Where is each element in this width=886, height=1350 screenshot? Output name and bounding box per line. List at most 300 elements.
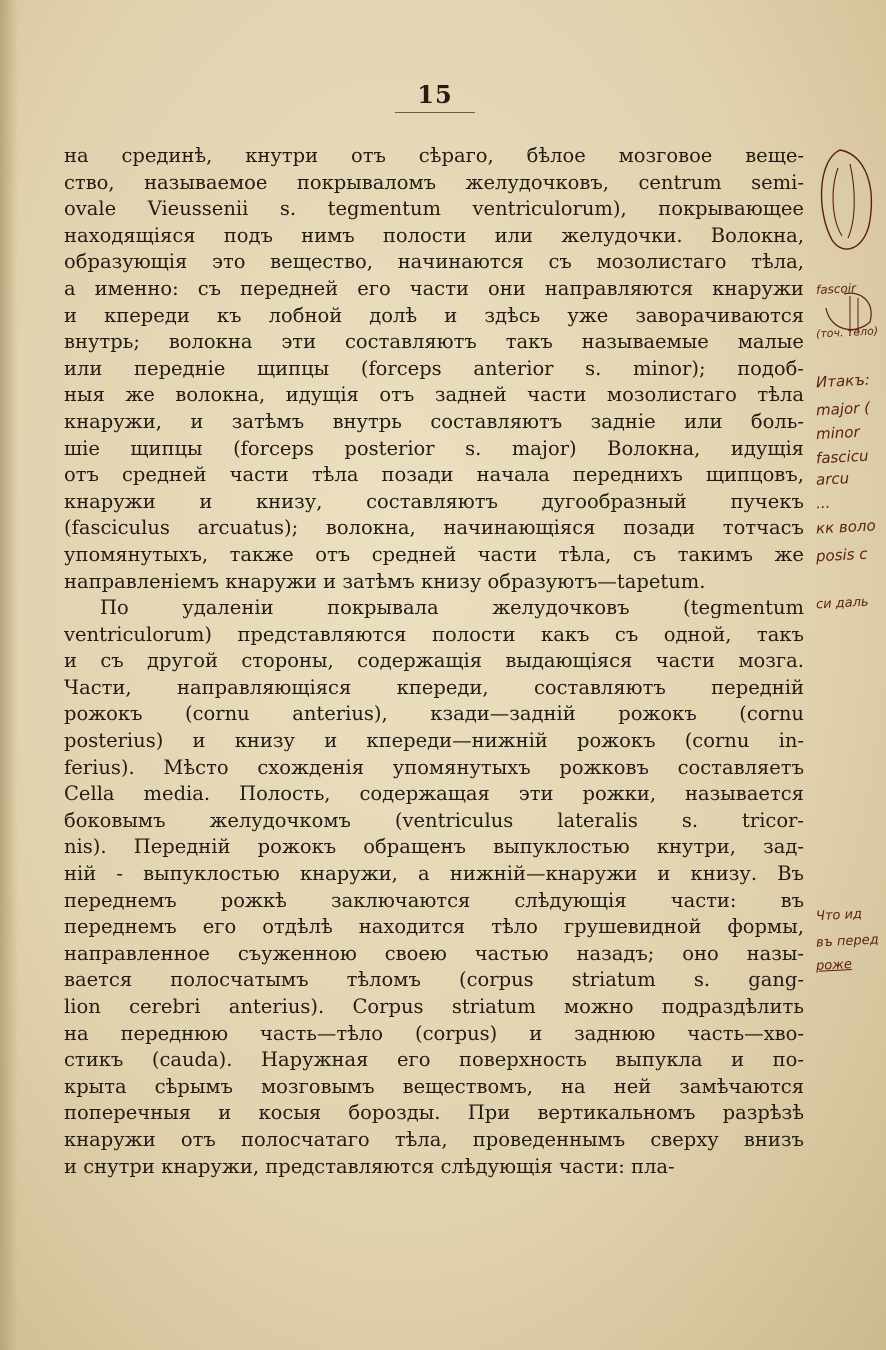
text-word: части: (670, 888, 737, 912)
text-word: къ (216, 303, 242, 327)
text-word: они (488, 276, 526, 300)
text-word: желудочки. (561, 223, 683, 247)
text-word: другой (147, 649, 218, 673)
text-line (64, 1047, 804, 1074)
text-line (64, 755, 804, 782)
text-word: называемые (581, 330, 709, 354)
text-word: пла- (631, 1154, 675, 1178)
text-word: полосчатаго (240, 1127, 370, 1151)
text-word: lateralis (557, 808, 638, 832)
text-word: тотчасъ (722, 516, 804, 540)
text-word: внизъ (743, 1127, 804, 1151)
text-word: s. (681, 808, 699, 832)
text-word: уже (567, 303, 609, 327)
text-word: содержащія (357, 649, 482, 673)
text-word: отъ (315, 542, 351, 566)
text-word: внутрь; (64, 330, 140, 354)
text-word: стикъ (64, 1048, 124, 1072)
text-line (64, 462, 804, 489)
text-word: и (64, 1154, 77, 1178)
text-word: тѣломъ (346, 968, 421, 992)
margin-note: Что ид (815, 906, 863, 925)
text-line (64, 1100, 804, 1127)
text-line (64, 1021, 804, 1048)
text-word: кнаружи (64, 1127, 156, 1151)
text-word: (cornu (684, 729, 750, 753)
text-word: кнаружи, (64, 409, 162, 433)
text-word: волокна (168, 330, 253, 354)
text-word: затѣмъ (231, 409, 305, 433)
text-word: выдающіяся (505, 649, 633, 673)
text-word: срединѣ, (121, 144, 213, 167)
text-word: gang- (748, 968, 804, 992)
text-line (64, 808, 804, 835)
text-word: щипцы (257, 356, 330, 380)
text-word: выпуклостью (143, 862, 280, 886)
text-line (64, 249, 804, 276)
text-word: s. (279, 197, 297, 221)
text-word: выпукла (615, 1048, 703, 1072)
text-word: ныя (64, 383, 105, 407)
text-word: Vieussenii (147, 197, 249, 221)
margin-note: arcu (815, 469, 850, 489)
text-word: ventriculorum) (64, 622, 212, 646)
text-word: представляются (265, 1154, 435, 1178)
text-word: щипцовъ, (705, 463, 804, 487)
text-word: такимъ (677, 542, 753, 566)
text-word: волокна, (325, 516, 416, 540)
text-word: (forceps (233, 436, 314, 460)
text-word: striatum (571, 968, 656, 992)
text-word: сверху (650, 1127, 719, 1151)
text-line (64, 223, 804, 250)
text-word: кнутри (245, 144, 319, 167)
text-word: затѣмъ (342, 569, 415, 593)
text-word: на (561, 1074, 586, 1098)
text-line (64, 648, 804, 675)
text-word: переднихъ (572, 463, 683, 487)
text-word: книзу (234, 729, 296, 753)
text-word: выпуклостью (493, 835, 630, 859)
text-word: части (477, 542, 537, 566)
text-line (64, 675, 804, 702)
text-word: или (494, 223, 534, 247)
text-word: (corpus) (415, 1021, 498, 1045)
text-word: ventriculorum), (472, 197, 627, 221)
text-word: волокна, (175, 383, 266, 407)
text-word: покрывающее (658, 197, 804, 221)
text-word: находящіяся (64, 223, 196, 247)
text-word: tricor- (742, 808, 804, 832)
text-line (64, 1154, 804, 1181)
text-word: тѣла, (558, 542, 612, 566)
text-word: и (199, 489, 213, 513)
text-word: рожокъ (64, 702, 143, 726)
text-word: тѣла (311, 463, 359, 487)
text-word: проведеннымъ (472, 1127, 626, 1151)
text-word: содержащая (359, 782, 490, 806)
text-word: тѣла (757, 383, 804, 407)
text-word: отъ (351, 144, 386, 167)
text-word: ferius). (64, 755, 135, 779)
text-word: упомянутыхъ, (64, 542, 209, 566)
margin-note: posis c (815, 544, 868, 566)
text-line (64, 196, 804, 223)
text-word: anterius), (292, 702, 388, 726)
text-line (64, 701, 804, 728)
text-word: часть—тѣло (260, 1021, 384, 1045)
text-word: части (229, 463, 289, 487)
text-word: (tegmentum (683, 596, 804, 620)
text-word: s. (465, 436, 482, 460)
text-word: заворачиваются (635, 303, 804, 327)
text-word: называется (685, 782, 804, 806)
text-word: схожденія (257, 755, 365, 779)
text-word: lion (64, 995, 101, 1018)
text-line (64, 914, 804, 941)
text-line (64, 967, 804, 994)
text-word: переднюю (120, 1021, 229, 1045)
text-line (64, 1074, 804, 1101)
text-word: веще- (745, 144, 804, 167)
text-word: его (357, 276, 391, 300)
text-word: части: (558, 1154, 625, 1178)
text-word: Наружная (261, 1048, 369, 1072)
text-word: книзу (421, 569, 482, 593)
text-word: направляются (544, 276, 694, 300)
text-word: заднюю (574, 1021, 656, 1045)
text-word: на (64, 1021, 89, 1045)
text-word: отдѣлѣ (262, 915, 333, 939)
text-word: тѣла, (751, 250, 804, 274)
text-word: полосчатымъ (170, 968, 309, 992)
text-word: съуженною (237, 941, 357, 965)
text-word: лобной (268, 303, 343, 327)
text-line (64, 861, 804, 888)
text-word: оно (682, 941, 719, 965)
text-word: разрѣзѣ (722, 1101, 804, 1125)
text-word: удаленіи (182, 596, 274, 620)
text-word: кнаружи, (299, 862, 398, 886)
text-word: идущія (285, 383, 359, 407)
text-word: мозговымъ (260, 1074, 375, 1098)
text-word: на (64, 144, 89, 167)
text-word: и (192, 729, 206, 753)
text-word: кпереди—нижній (366, 729, 548, 753)
text-word: (cauda). (151, 1048, 233, 1072)
text-word: (corpus (459, 968, 534, 992)
text-word: начинаются (397, 250, 524, 274)
text-word: (cornu (739, 702, 804, 726)
text-word: щипцы (130, 436, 203, 460)
text-word: съ (632, 542, 657, 566)
text-line (64, 382, 804, 409)
text-word: Въ (777, 862, 804, 886)
text-word: рожокъ (257, 835, 337, 859)
margin-note: major ( (815, 398, 871, 420)
text-word: назадъ; (576, 941, 655, 965)
text-word: передней (240, 276, 339, 300)
text-word: cerebri (129, 995, 201, 1018)
text-word: эти (281, 330, 317, 354)
text-word: въ (780, 888, 804, 912)
text-word: здѣсь (484, 303, 541, 327)
text-word: переднемъ (64, 915, 177, 939)
text-word: (cornu (185, 702, 250, 726)
text-word: и (64, 303, 77, 327)
text-word: и (731, 1048, 745, 1072)
text-word: рожокъ (577, 729, 656, 753)
text-word: идущія (730, 436, 804, 460)
text-word: кзади—задній (430, 702, 576, 726)
margin-note: роже (815, 957, 853, 974)
text-word: также (229, 542, 294, 566)
text-word: составляютъ (533, 675, 666, 699)
text-word: отъ (180, 1127, 216, 1151)
text-word: шіе (64, 436, 100, 460)
text-word: какъ (541, 622, 590, 646)
text-word: веществомъ, (402, 1074, 533, 1098)
text-word: направляющіяся (176, 675, 352, 699)
text-word: грушевидной (563, 915, 702, 939)
text-line (64, 994, 804, 1021)
text-word: и (444, 303, 458, 327)
text-word: Полость, (239, 782, 331, 806)
text-word: кнутри, (656, 835, 736, 859)
text-word: кнаружи (712, 276, 804, 300)
text-word: называемое (144, 170, 268, 194)
text-word: При (467, 1101, 511, 1125)
text-word: съ (100, 649, 124, 673)
text-line (64, 303, 804, 330)
text-word: его (397, 1048, 431, 1072)
text-word: отъ (64, 463, 99, 487)
text-line (64, 329, 804, 356)
text-word: образующія (64, 250, 188, 274)
text-word: желудочкомъ (209, 808, 351, 832)
text-word: составляютъ (430, 409, 563, 433)
text-word: тѣла, (394, 1127, 448, 1151)
margin-note: кк воло (815, 516, 877, 538)
text-word: отъ (379, 383, 415, 407)
text-word: (forceps (360, 356, 442, 380)
text-word: стороны, (241, 649, 334, 673)
text-word: именно: (94, 276, 179, 300)
text-word: снутри (83, 1154, 155, 1178)
text-word: Части, (64, 675, 132, 699)
text-word: задней (434, 383, 507, 407)
text-word: подъ (223, 223, 273, 247)
text-word: рожковъ (559, 755, 649, 779)
text-word: ство, (64, 170, 115, 194)
text-word: пучекъ (730, 489, 804, 513)
text-word: nis). (64, 835, 107, 859)
text-word: внутрь (332, 409, 402, 433)
text-word: и (190, 409, 204, 433)
text-word: передній (711, 675, 804, 699)
text-word: эти (518, 782, 554, 806)
text-word: позади (381, 463, 454, 487)
text-word: направленное (64, 941, 210, 965)
text-word: ней (613, 1074, 652, 1098)
text-word: бѣлое (526, 144, 586, 167)
text-word: кнаружи (64, 489, 156, 513)
text-word: образуютъ—tapetum. (487, 569, 706, 593)
text-word: major) (511, 436, 577, 460)
text-word: кпереди, (396, 675, 489, 699)
text-word: съ (614, 622, 639, 646)
margin-note: fascicu (815, 446, 869, 468)
text-word: части (409, 276, 469, 300)
text-word: же (125, 383, 155, 407)
text-word: вещество, (270, 250, 373, 274)
text-word: часть—хво- (687, 1021, 804, 1045)
text-line (64, 356, 804, 383)
text-word: тѣло (491, 915, 538, 939)
text-word: рожкѣ (220, 888, 287, 912)
margin-note: Итакъ: (815, 370, 871, 392)
text-word: частью (474, 941, 549, 965)
text-word: слѣдующія (440, 1154, 553, 1178)
text-word: составляетъ (677, 755, 804, 779)
text-word: По (100, 596, 129, 620)
text-word: s. (693, 968, 711, 992)
text-word: полости (382, 223, 467, 247)
text-word: покрывала (327, 596, 439, 620)
text-word: книзу, (255, 489, 323, 513)
text-word: подоб- (737, 356, 804, 380)
text-line (64, 941, 804, 968)
text-word: anterius). (228, 995, 325, 1018)
text-word: переднемъ (64, 888, 177, 912)
text-word: средней (371, 542, 457, 566)
text-word: дугообразный (541, 489, 687, 513)
handwritten-margin-notes (808, 0, 886, 1350)
text-word: мозга. (738, 649, 804, 673)
text-word: полости (431, 622, 516, 646)
text-word: кнаружи (225, 569, 317, 593)
text-word: мозолистаго (596, 250, 727, 274)
text-line (64, 542, 804, 569)
text-line (64, 489, 804, 516)
margin-note: въ перед (815, 932, 880, 951)
text-word: а (418, 862, 430, 886)
text-line (64, 834, 804, 861)
text-word: направленіемъ (64, 569, 219, 593)
text-word: minor); (633, 356, 706, 380)
text-word: ній (64, 862, 97, 886)
text-word: долѣ (369, 303, 418, 327)
text-word: упомянутыхъ (392, 755, 531, 779)
text-word: in- (778, 729, 804, 753)
text-word: обращенъ (363, 835, 466, 859)
text-word: съ (548, 250, 572, 274)
text-word: назы- (746, 941, 804, 965)
text-word: его (202, 915, 237, 939)
text-line (64, 728, 804, 755)
text-word: боковымъ (64, 808, 166, 832)
text-word: tegmentum (327, 197, 441, 221)
text-line (64, 569, 804, 596)
text-word: s. (585, 356, 602, 380)
text-word: striatum (451, 995, 536, 1018)
text-word: по- (772, 1048, 804, 1072)
text-word: желудочковъ, (465, 170, 610, 194)
text-word: Волокна, (607, 436, 701, 460)
text-word: позади (623, 516, 696, 540)
text-word: anterior (473, 356, 554, 380)
text-word: и (64, 649, 77, 673)
text-word: зад- (763, 835, 804, 859)
text-word: малые (737, 330, 804, 354)
text-word: составляютъ (366, 489, 498, 513)
text-word: части (527, 383, 587, 407)
text-line (64, 781, 804, 808)
text-word: и (657, 862, 671, 886)
text-word: передніе (134, 356, 226, 380)
text-line (64, 170, 804, 197)
text-word: поперечныя (64, 1101, 192, 1125)
text-word: вертикальномъ (537, 1101, 696, 1125)
text-word: posterius) (64, 729, 164, 753)
margin-note: fascoir (815, 280, 857, 298)
text-word: формы, (727, 915, 804, 939)
text-word: своею (384, 941, 447, 965)
text-word: semi- (751, 170, 804, 194)
page-spine-shadow (0, 0, 18, 1350)
text-word: кнаружи, (161, 1154, 260, 1178)
text-word: поверхность (459, 1048, 587, 1072)
margin-note: ... (815, 493, 831, 513)
text-line (64, 436, 804, 463)
text-word: ovale (64, 197, 117, 221)
text-line (64, 409, 804, 436)
text-line (64, 1127, 804, 1154)
text-word: начала (476, 463, 550, 487)
margin-note: minor (815, 422, 861, 444)
text-word: можно (564, 995, 634, 1018)
text-word: представляются (237, 622, 407, 646)
text-word: arcuatus); (197, 516, 299, 540)
page-number-rule (395, 112, 475, 113)
text-word: находится (358, 915, 466, 939)
text-word: вается (64, 968, 133, 992)
text-word: centrum (638, 170, 722, 194)
text-word: такъ (505, 330, 553, 354)
text-word: средней (122, 463, 207, 487)
text-word: сѣраго, (418, 144, 494, 167)
text-word: мозговое (618, 144, 713, 167)
margin-note: си даль (815, 594, 870, 613)
text-word: и (529, 1021, 543, 1045)
text-line (64, 622, 804, 649)
text-line (64, 276, 804, 303)
text-word: замѣчаются (679, 1074, 804, 1098)
text-word: заключаются (330, 888, 471, 912)
text-word: слѣдующія (514, 888, 627, 912)
text-word: задніе (590, 409, 656, 433)
text-word: борозды. (348, 1101, 441, 1125)
text-word: нимъ (301, 223, 355, 247)
text-word: одной, (663, 622, 732, 646)
text-word: Cella (64, 782, 115, 806)
text-word: боль- (750, 409, 804, 433)
text-word: posterior (344, 436, 435, 460)
text-word: начинающіяся (443, 516, 596, 540)
margin-note: (точ. тело) (815, 324, 879, 341)
text-word: мозолистаго (606, 383, 737, 407)
text-word: такъ (756, 622, 804, 646)
